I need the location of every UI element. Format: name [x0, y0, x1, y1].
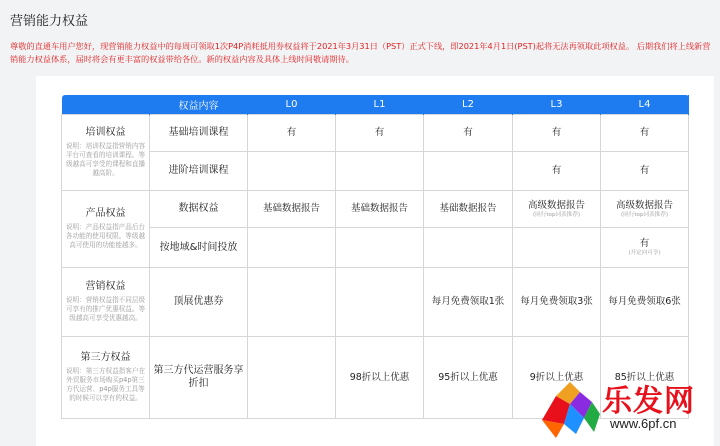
table-row	[62, 151, 689, 190]
level-cell	[248, 227, 336, 267]
category-title: 营销权益	[85, 281, 126, 292]
category-cell	[62, 267, 150, 336]
level-cell	[336, 190, 424, 227]
category-cell	[62, 336, 150, 418]
level-cell	[248, 336, 336, 418]
level-cell	[424, 151, 513, 190]
level-value: 基础数据报告	[439, 203, 497, 214]
header-cell: L0	[248, 95, 336, 114]
table-row	[62, 267, 689, 336]
level-cell	[601, 267, 689, 336]
level-value: 高级数据报告	[527, 199, 585, 211]
table-row	[62, 190, 689, 227]
level-cell	[248, 190, 336, 227]
level-value: 有	[639, 127, 650, 138]
category-description: 说明：产品权益指产品后台各功能的使用权限。等级越高可使用的功能能越多。	[65, 223, 146, 249]
level-value: 有	[551, 127, 562, 138]
level-value: 有	[463, 127, 473, 138]
level-cell	[513, 267, 601, 336]
benefit-item-cell: 顶展优惠券	[150, 267, 248, 336]
table-row	[62, 114, 689, 151]
level-cell	[336, 336, 424, 418]
level-cell	[601, 190, 689, 227]
table-header-row	[62, 95, 689, 114]
level-value: 每月免费领取6张	[608, 296, 681, 307]
level-cell	[513, 227, 601, 267]
level-cell	[248, 151, 336, 190]
level-cell	[336, 151, 424, 190]
level-value: 有	[374, 127, 385, 138]
notice-text: 尊敬的直通车用户您好，现营销能力权益中的每周可领取1次P4P消耗抵用券权益将于2021年3月31日（PST）正式下线，即2021年4月1日(PST)起将无法再领取此项权益。 后期我们将上线新营销能力权益体系，届时将会有更丰富的权益带给各位。新的权益内容及具体上线时间敬请期待。	[10, 41, 711, 64]
category-description: 说明：第三方权益指客户在外贸服务市场购买p4p第三方代运营、p4p服务工具等的时候可以享有的权益。	[65, 367, 146, 402]
level-cell	[424, 114, 513, 151]
level-note: (开定向可享)	[628, 250, 661, 256]
level-value: 高级数据报告	[615, 199, 673, 211]
benefit-item-cell: 第三方代运营服务享折扣	[150, 336, 248, 418]
level-cell	[336, 114, 424, 151]
benefit-item-cell: 数据权益	[150, 190, 248, 227]
header-cell: L4	[601, 95, 689, 114]
level-cell	[424, 190, 513, 227]
category-title: 产品权益	[85, 208, 126, 219]
category-title: 培训权益	[85, 127, 126, 138]
category-cell	[62, 190, 150, 267]
level-cell	[601, 114, 689, 151]
level-cell	[248, 114, 336, 151]
benefit-item-cell: 按地域&时间投放	[150, 227, 248, 267]
header-cell: L2	[424, 95, 513, 114]
level-cell	[336, 267, 424, 336]
level-value: 每月免费领取3张	[520, 296, 593, 307]
watermark-text: 乐发网	[602, 384, 695, 419]
horse-logo-icon	[536, 374, 606, 444]
level-cell	[424, 336, 513, 418]
level-value: 有	[639, 165, 650, 176]
table-row	[62, 227, 689, 267]
level-value: 有	[286, 127, 297, 138]
category-title: 第三方权益	[80, 352, 131, 363]
level-cell	[513, 190, 601, 227]
level-cell	[601, 151, 689, 190]
page-title: 营销能力权益	[10, 14, 89, 29]
level-value: 每月免费领取1张	[431, 296, 505, 307]
site-watermark	[536, 374, 716, 444]
level-cell	[513, 114, 601, 151]
level-value: 有	[639, 238, 650, 249]
header-cell: L3	[513, 95, 601, 114]
level-value: 9折以上优惠	[529, 371, 584, 383]
benefit-item-cell: 基础培训课程	[150, 114, 248, 151]
level-note: (同行top词表推荐)	[532, 211, 581, 218]
category-description: 说明：营销权益指不同层级可享有的推广优惠权益。等级越高可享受优惠越高。	[65, 296, 146, 322]
level-value: 98折以上优惠	[349, 371, 410, 383]
category-cell	[62, 114, 150, 190]
level-value: 95折以上优惠	[438, 371, 498, 383]
header-cell: 权益内容	[150, 95, 248, 114]
level-value: 85折以上优惠	[614, 371, 675, 383]
header-cell	[62, 95, 150, 114]
level-value: 基础数据报告	[262, 203, 320, 214]
level-note: (同行top词表推荐)	[620, 211, 669, 218]
category-description: 说明：培训权益指营销内容平台可查看的培训课程。等级越高可享受的课程和直播越高阶。	[65, 142, 146, 177]
level-cell	[424, 267, 513, 336]
level-value: 基础数据报告	[350, 203, 408, 214]
level-value: 有	[551, 165, 562, 176]
watermark-url: www.6pf.cn	[610, 416, 677, 431]
rights-table	[61, 95, 689, 419]
level-cell	[513, 151, 601, 190]
header-cell: L1	[336, 95, 424, 114]
benefit-item-cell: 进阶培训课程	[150, 151, 248, 190]
level-cell	[336, 227, 424, 267]
level-cell	[424, 227, 513, 267]
level-cell	[248, 267, 336, 336]
level-cell	[601, 227, 689, 267]
